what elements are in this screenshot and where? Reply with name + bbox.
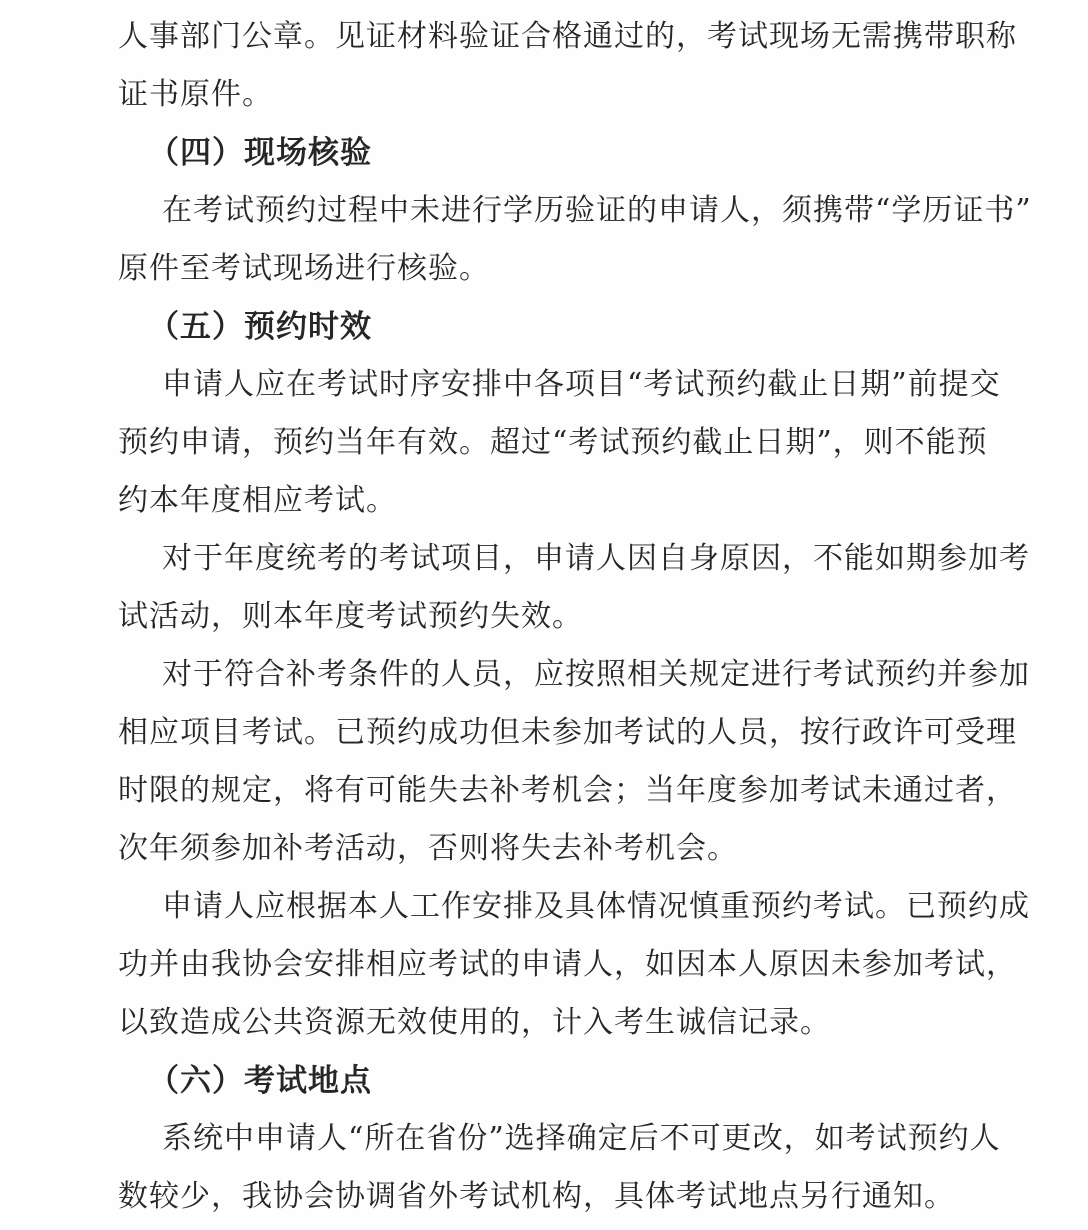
paragraph-line: 功并由我协会安排相应考试的申请人，如因本人原因未参加考试，	[118, 947, 1017, 982]
paragraph-line: 对于符合补考条件的人员，应按照相关规定进行考试预约并参加	[162, 657, 1030, 692]
paragraph-line: 申请人应在考试时序安排中各项目“考试预约截止日期”前提交	[162, 367, 1001, 402]
paragraph-line: 申请人应根据本人工作安排及具体情况慎重预约考试。已预约成	[162, 889, 1030, 924]
paragraph-line: 数较少，我协会协调省外考试机构，具体考试地点另行通知。	[118, 1179, 955, 1214]
paragraph-line: 人事部门公章。见证材料验证合格通过的，考试现场无需携带职称	[118, 19, 1017, 54]
paragraph-line: 系统中申请人“所在省份”选择确定后不可更改，如考试预约人	[162, 1121, 1001, 1156]
section-heading-5: （五）预约时效	[148, 309, 372, 345]
paragraph-line: 相应项目考试。已预约成功但未参加考试的人员，按行政许可受理	[118, 715, 1017, 750]
paragraph-line: 约本年度相应考试。	[118, 483, 397, 518]
paragraph-line: 次年须参加补考活动，否则将失去补考机会。	[118, 831, 738, 866]
paragraph-line: 原件至考试现场进行核验。	[118, 251, 490, 286]
section-heading-6: （六）考试地点	[148, 1063, 372, 1099]
paragraph-line: 时限的规定，将有可能失去补考机会；当年度参加考试未通过者，	[118, 773, 1017, 808]
section-heading-4: （四）现场核验	[148, 135, 372, 171]
paragraph-line: 对于年度统考的考试项目，申请人因自身原因，不能如期参加考	[162, 541, 1030, 576]
paragraph-line: 以致造成公共资源无效使用的，计入考生诚信记录。	[118, 1005, 831, 1040]
paragraph-line: 预约申请，预约当年有效。超过“考试预约截止日期”，则不能预	[118, 425, 988, 460]
paragraph-line: 试活动，则本年度考试预约失效。	[118, 599, 583, 634]
paragraph-line: 证书原件。	[118, 77, 273, 112]
paragraph-line: 在考试预约过程中未进行学历验证的申请人，须携带“学历证书”	[162, 193, 1032, 228]
